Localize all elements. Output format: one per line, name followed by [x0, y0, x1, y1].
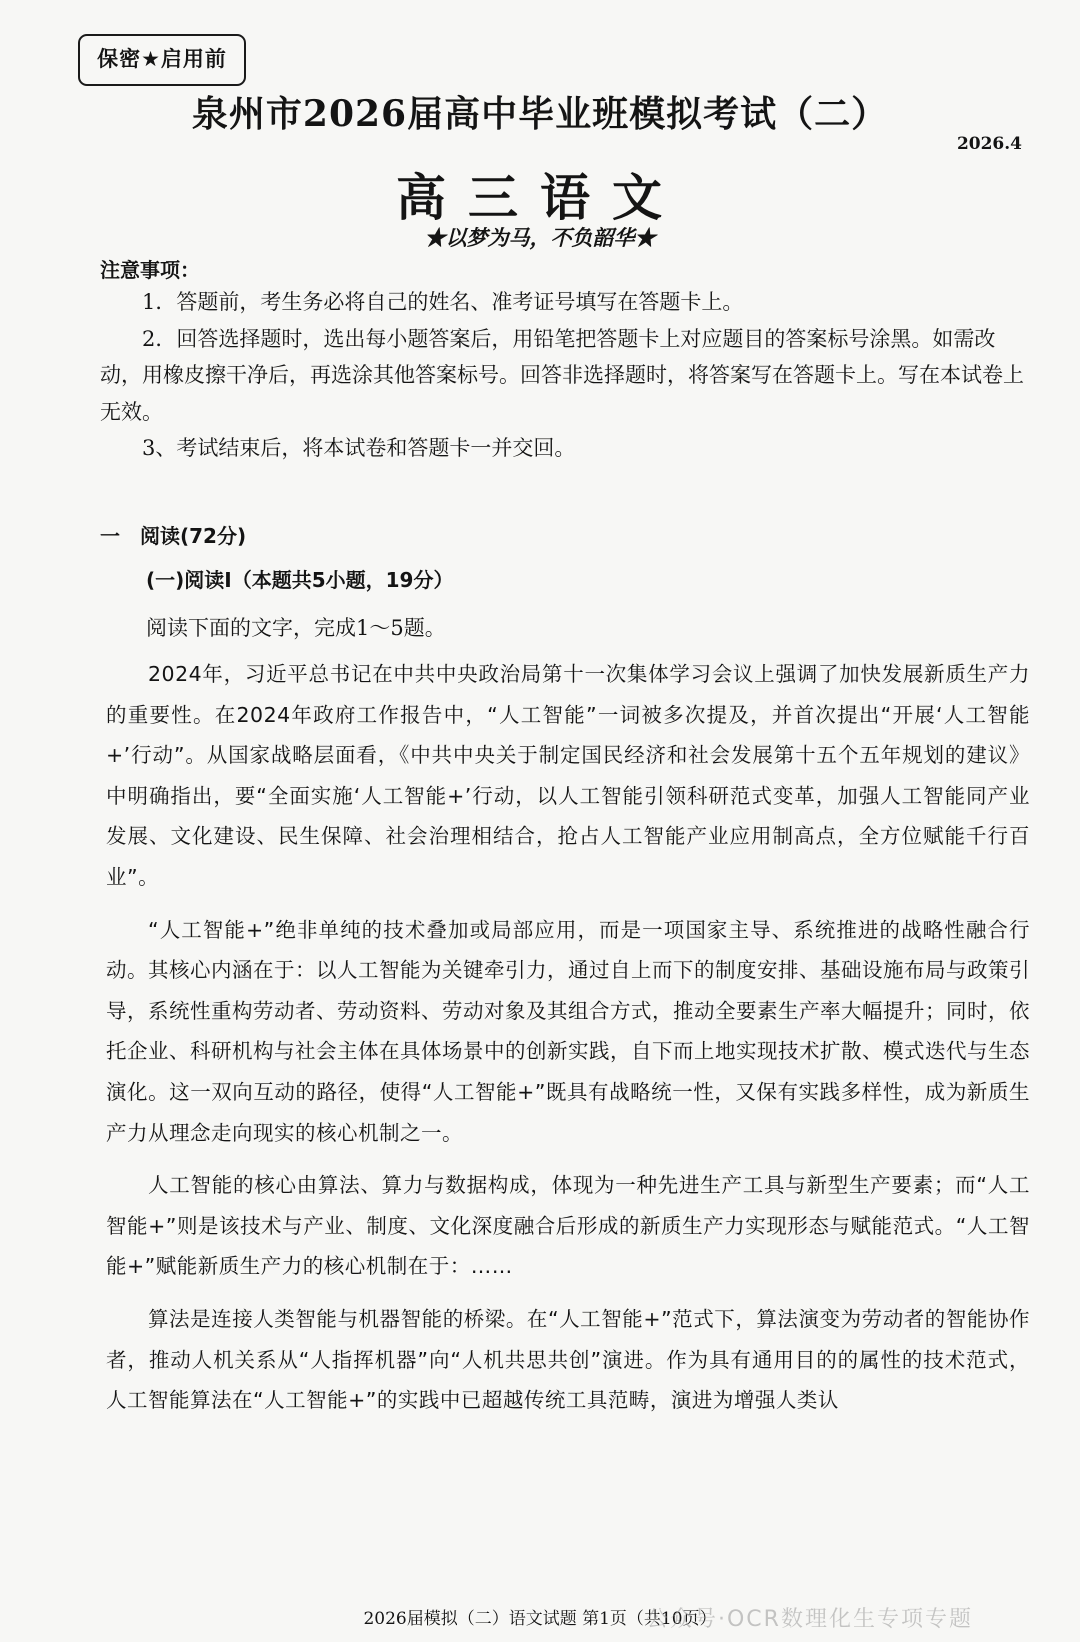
notice-item: 1．答题前，考生务必将自己的姓名、准考证号填写在答题卡上。	[142, 290, 744, 314]
passage-paragraph: 算法是连接人类智能与机器智能的桥梁。在“人工智能+”范式下，算法演变为劳动者的智能协作者，推动人机关系从“人指挥机器”向“人机共思共创”演进。作为具有通用目的的属性的技术范式，人工智能算法在“人工智能+”的实践中已超越传统工具范畴，演进为增强人类认	[106, 1306, 1030, 1413]
passage-paragraph: 2024年，习近平总书记在中共中央政治局第十一次集体学习会议上强调了加快发展新质生产力的重要性。在2024年政府工作报告中，“人工智能”一词被多次提及，并首次提出“开展‘人工智能+’行动”。从国家战略层面看，《中共中央关于制定国民经济和社会发展第十五个五年规划的建议》中明确指出，要“全面实施‘人工智能+’行动，以人工智能引领科研范式变革，加强人工智能同产业发展、文化建设、民生保障、社会治理相结合，抢占人工智能产业应用制高点，全方位赋能千行百业”。	[106, 662, 1030, 889]
subsection-heading: (一)阅读I（本题共5小题，19分）	[146, 568, 454, 592]
motto: ★以梦为马，不负韶华★	[424, 225, 656, 250]
exam-date: 2026.4	[956, 134, 1022, 154]
page-footer: 2026届模拟（二）语文试题 第1页（共10页）	[363, 1609, 717, 1629]
reading-instruction: 阅读下面的文字，完成1～5题。	[146, 616, 446, 640]
watermark: 公众号·OCR数理化生专项专题	[646, 1607, 973, 1632]
notice-item: 2．回答选择题时，选出每小题答案后，用铅笔把答题卡上对应题目的答案标号涂黑。如需改动，用橡皮擦干净后，再选涂其他答案标号。回答非选择题时，将答案写在答题卡上。写在本试卷上无效。	[100, 326, 1024, 424]
exam-title: 泉州市2026届高中毕业班模拟考试（二）	[191, 93, 889, 135]
section-heading: 一 阅读(72分)	[100, 524, 247, 548]
subject-title: 高三语文	[396, 168, 684, 227]
confidential-stamp: 保密★启用前	[78, 34, 246, 86]
reading-passage	[106, 654, 1030, 1433]
notice-heading: 注意事项：	[100, 258, 200, 282]
notice-item: 3、考试结束后，将本试卷和答题卡一并交回。	[142, 436, 576, 460]
passage-paragraph: 人工智能的核心由算法、算力与数据构成，体现为一种先进生产工具与新型生产要素；而“人工智能+”则是该技术与产业、制度、文化深度融合后形成的新质生产力实现形态与赋能范式。“人工智能+”赋能新质生产力的核心机制在于：……	[106, 1173, 1030, 1279]
notice-list	[100, 284, 1030, 467]
passage-paragraph: “人工智能+”绝非单纯的技术叠加或局部应用，而是一项国家主导、系统推进的战略性融合行动。其核心内涵在于：以人工智能为关键牵引力，通过自上而下的制度安排、基础设施布局与政策引导，系统性重构劳动者、劳动资料、劳动对象及其组合方式，推动全要素生产率大幅提升；同时，依托企业、科研机构与社会主体在具体场景中的创新实践，自下而上地实现技术扩散、模式迭代与生态演化。这一双向互动的路径，使得“人工智能+”既具有战略统一性，又保有实践多样性，成为新质生产力从理念走向现实的核心机制之一。	[106, 917, 1030, 1145]
